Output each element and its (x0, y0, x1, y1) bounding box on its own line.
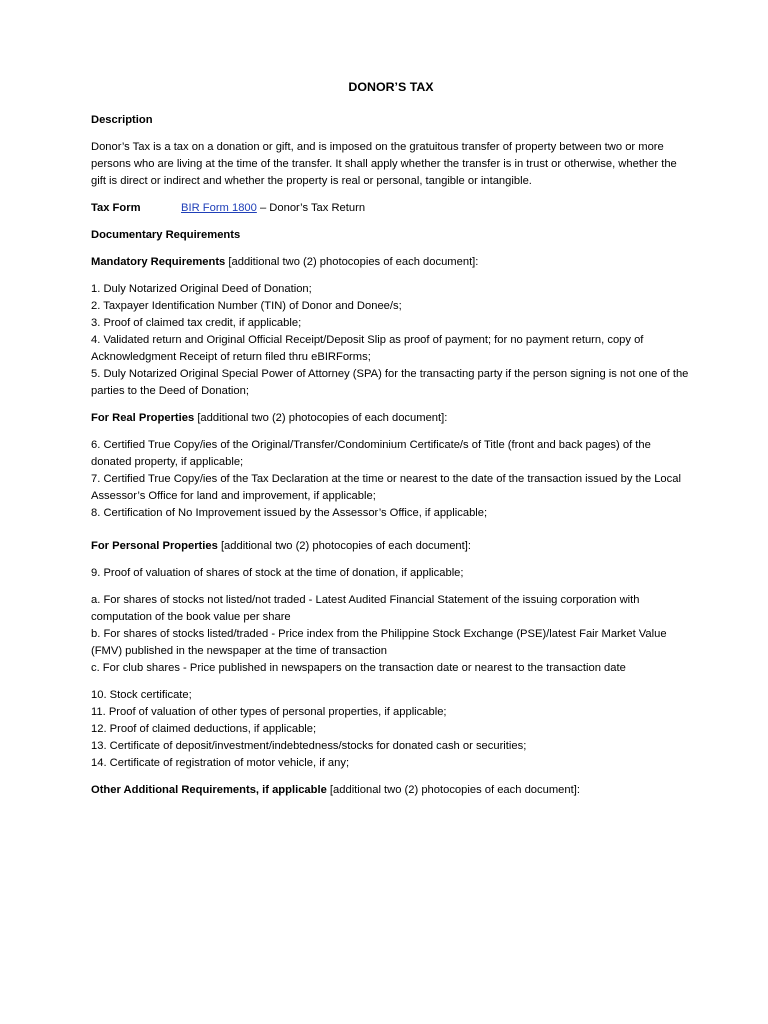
list-item: 4. Validated return and Original Official Receipt/Deposit Slip as proof of payment; for no payment return, copy of Acknowledgment Receipt of return filed thru eBIRForms; (91, 334, 644, 363)
personal-properties-note: [additional two (2) photocopies of each document]: (217, 540, 471, 552)
list-item: 12. Proof of claimed deductions, if applicable; (91, 723, 317, 735)
page-title: DONOR’S TAX (348, 80, 434, 94)
list-item: 3. Proof of claimed tax credit, if applicable; (91, 317, 302, 329)
tax-form-suffix: – Donor’s Tax Return (256, 202, 366, 214)
personal-properties-heading-row (91, 538, 691, 555)
mandatory-heading-row (91, 254, 691, 271)
list-item: 2. Taxpayer Identification Number (TIN) of Donor and Donee/s; (91, 300, 402, 312)
shares-sub-list (91, 592, 691, 677)
other-requirements-note: [additional two (2) photocopies of each document]: (326, 784, 580, 796)
sub-list-item: b. For shares of stocks listed/traded - Price index from the Philippine Stock Exchange (PSE)/latest Fair Market Value (FMV) published in the newspaper at the time of transaction (91, 628, 667, 657)
personal-properties-heading: For Personal Properties (91, 540, 218, 552)
mandatory-heading: Mandatory Requirements (91, 256, 226, 268)
document-page (91, 80, 691, 809)
description-text: Donor’s Tax is a tax on a donation or gift, and is imposed on the gratuitous transfer of property between two or more persons who are living at the time of the transfer. It shall apply whether the transfer is in trust or otherwise, whether the gift is direct or indirect and whether the property is real or personal, tangible or intangible. (91, 141, 677, 187)
list-item: 8. Certification of No Improvement issued by the Assessor’s Office, if applicable; (91, 507, 488, 519)
sub-list-item: a. For shares of stocks not listed/not traded - Latest Audited Financial Statement of the issuing corporation with computation of the book value per share (91, 594, 640, 623)
sub-list-item: c. For club shares - Price published in newspapers on the transaction date or nearest to the transaction date (91, 662, 626, 674)
list-item: 5. Duly Notarized Original Special Power of Attorney (SPA) for the transacting party if the person signing is not one of the parties to the Deed of Donation; (91, 368, 689, 397)
description-heading: Description (91, 114, 153, 126)
personal-properties-list (91, 687, 691, 772)
real-properties-heading-row (91, 410, 691, 427)
list-item: 1. Duly Notarized Original Deed of Donation; (91, 283, 312, 295)
real-properties-list (91, 437, 691, 522)
other-requirements-heading-row (91, 782, 691, 799)
other-requirements-heading: Other Additional Requirements, if applicable (91, 784, 327, 796)
list-item: 13. Certificate of deposit/investment/indebtedness/stocks for donated cash or securities; (91, 740, 527, 752)
documentary-requirements-heading: Documentary Requirements (91, 229, 241, 241)
list-item: 7. Certified True Copy/ies of the Tax Declaration at the time or nearest to the date of the transaction issued by the Local Assessor’s Office for land and improvement, if applicable; (91, 473, 681, 502)
list-item: 9. Proof of valuation of shares of stock at the time of donation, if applicable; (91, 567, 464, 579)
real-properties-heading: For Real Properties (91, 412, 195, 424)
list-item: 11. Proof of valuation of other types of personal properties, if applicable; (91, 706, 447, 718)
tax-form-row (91, 200, 691, 217)
real-properties-note: [additional two (2) photocopies of each document]: (194, 412, 448, 424)
bir-form-1800-link[interactable]: BIR Form 1800 (181, 202, 257, 214)
tax-form-label: Tax Form (91, 202, 141, 214)
list-item: 6. Certified True Copy/ies of the Original/Transfer/Condominium Certificate/s of Title (front and back pages) of the donated property, if applicable; (91, 439, 651, 468)
mandatory-note: [additional two (2) photocopies of each document]: (225, 256, 479, 268)
mandatory-list (91, 281, 691, 400)
list-item: 14. Certificate of registration of motor vehicle, if any; (91, 757, 350, 769)
list-item: 10. Stock certificate; (91, 689, 192, 701)
